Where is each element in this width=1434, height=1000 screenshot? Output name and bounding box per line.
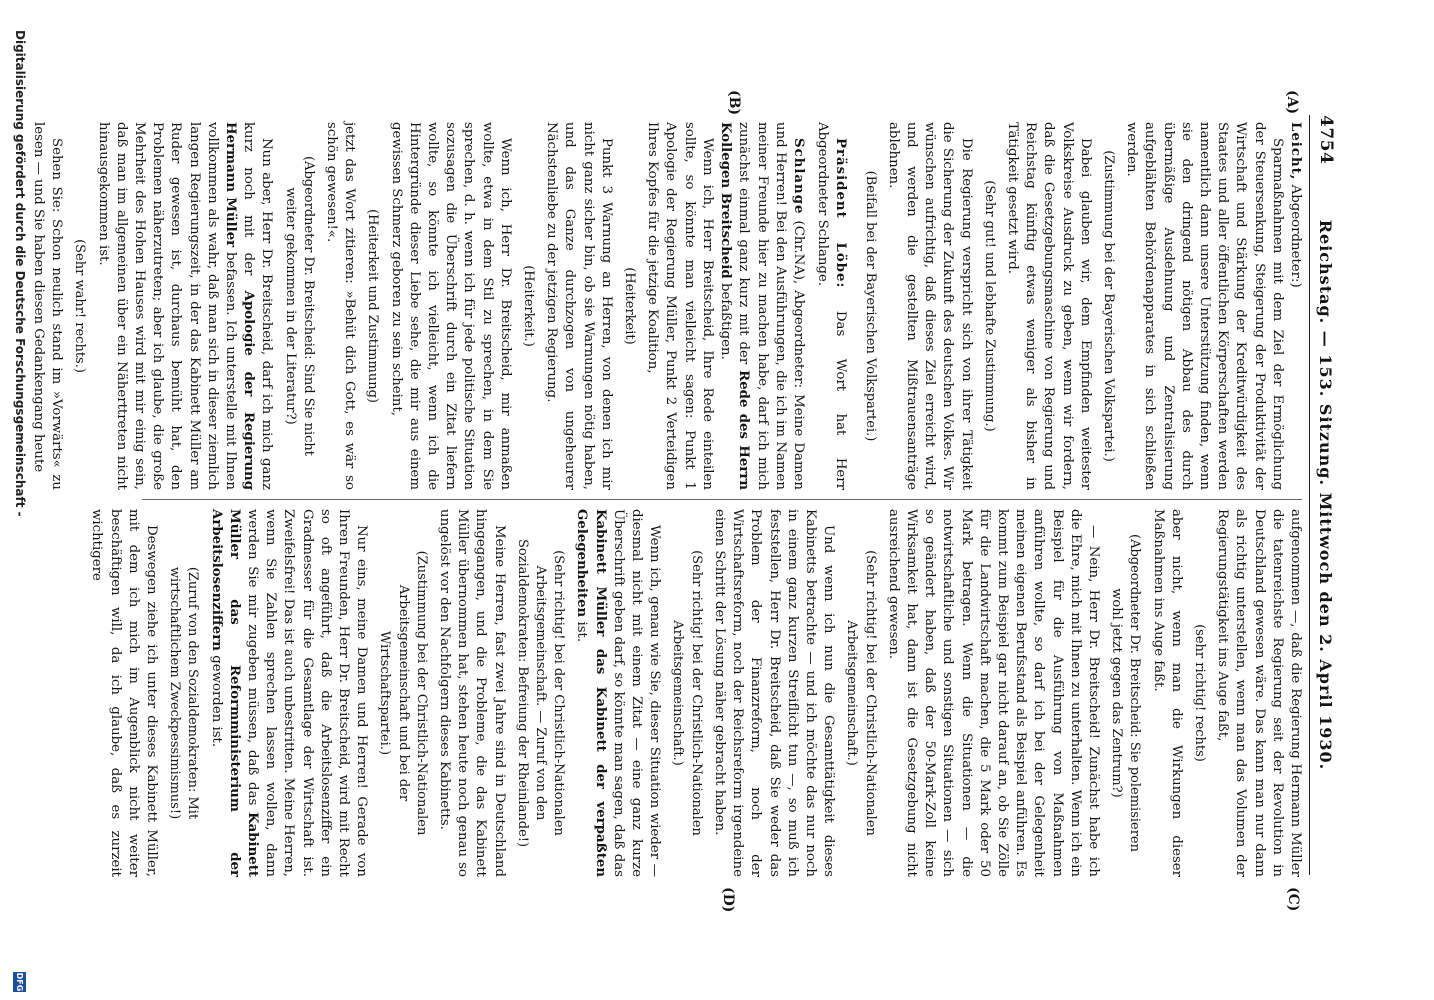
interjection: (Sehr gut! und lebhafte Zustimmung.)	[981, 180, 997, 432]
running-head: Reichstag. — 153. Sitzung. Mittwoch den 2. April 1930.	[1316, 219, 1335, 771]
emphasis: Rede des Herrn Kollegen Breitscheid	[718, 122, 752, 490]
header-rule	[1309, 115, 1310, 875]
right-column	[89, 509, 1304, 877]
emphasis: Kabinett Müller das Reformministerium der Arbeitslosenziffern	[208, 509, 261, 877]
paragraph: Dabei glauben wir, dem Empfinden weitester Volkskreise Ausdruck zu geben, wenn wir fordern, daß die Gesetzgebungsmaschine von Regierung und Reichstag künftig etwas weniger als bisher in Tätigkeit gesetzt wird.	[1004, 122, 1093, 490]
interjection: (Abgeordneter Dr. Breitscheid: Sind Sie nicht weiter gekommen in der Literatur?)	[282, 155, 316, 456]
interjection: (Sehr richtig! bei der Christlich-Nationalen Arbeitsgemeinschaft.)	[844, 550, 878, 836]
speaker-name: Schlange	[790, 138, 806, 215]
paragraph: Wenn ich, Herr Breitscheid, Ihre Rede einteilen sollte, so könnte man vielleicht sagen: Punkt 1 Apologie der Regierung Müller, Punkt 2 Verteidigen Ihres Kopfes für die jetzige Koalition,	[645, 122, 715, 490]
paragraph-text: Nun aber, Herr Dr. Breitscheid, darf ich mich ganz kurz noch mit der	[241, 122, 275, 490]
paragraph	[93, 122, 275, 490]
speaker-name: Präsident Löbe:	[833, 138, 849, 289]
paragraph: Meine Herren, fast zwei Jahre sind in Deutschland hingegangen, und die Probleme, die das Kabinett Müller übernommen hat, stehen heute noch genau so ungelöst vor den Nachfolgern dieses Kabinetts.	[437, 509, 507, 877]
paragraph	[206, 509, 370, 877]
interjection: (Heiterkeit und Zustimmung)	[365, 209, 381, 403]
paragraph: aber nicht, wenn man die Wirkungen dieser Maßnahmen ins Auge faßt.	[1150, 509, 1184, 877]
paragraph: Wenn ich, Herr Dr. Breitscheid, mir anmaßen wollte, etwa in dem Stil zu sprechen, in dem Sie sprechen, d. h. wenn ich für jede politische Situation sozusagen die Überschrift durch ein Zitat liefern wollte, so könnte ich vielleicht, wenn ich die Hintergründe dieser Liebe sehe, die mir aus einem gewissen Schmerz geboren zu sein scheint,	[388, 122, 513, 490]
interjection: (Sehr richtig! bei der Christlich-Nationalen Arbeitsgemeinschaft. — Zuruf von den Sozialdemokraten: Befreiung der Rheinlande!)	[514, 538, 567, 848]
spacer	[849, 122, 855, 490]
paragraph: Sehen Sie: Schon neulich stand im »Vorwärts« zu lesen — und Sie haben diesen Gedankengang heute	[31, 122, 65, 490]
interjection: (Sehr wahr! rechts.)	[72, 239, 88, 373]
interjection: (Zuruf von den Sozialdemokraten: Mit wirtschaftlichem Zweckpessimismus!)	[167, 566, 201, 820]
paragraph-text: Das Wort hat Herr Abgeordneter Schlange.	[815, 122, 849, 490]
paragraph-text: Nur eins, meine Damen und Herren! Gerade von Ihren Freunden, Herr Dr. Breitscheid, wird mit Recht so oft angeführt, daß die Arbeitslosenziffer ein Gradmesser für die Gesamtlage der Wirtschaft ist. Zweifelsfrei! Das ist auch unbestritten. Meine Herren, wenn Sie Zahlen sprechen lassen wollen, dann werden Sie mir zugeben müssen, daß das	[245, 509, 370, 877]
paragraph-text: (Chr.NA), Abgeordneter: Meine Damen und Herren! Bei den Ausführungen, die ich im Namen meiner Freunde hier zu machen habe, darf ich mich zunächst einmal ganz kurz mit der	[736, 122, 806, 490]
speaker-name: Leicht,	[1288, 122, 1303, 181]
paragraph-text: befassen. Ich unterstelle mit Ihnen vollkommen als wahr, daß man sich in dieser ziemlich langen Regierungszeit, in der das Kabinett Müller am Ruder gewesen ist, durchaus bemüht hat, den Problemen näherzutreten; aber ich glaube, die große Mehrheit des Hohen Hauses wird mit mir einig sein, daß man im allgemeinen über ein Näherttreten nicht hinausgekommen ist.	[95, 122, 239, 490]
paragraph-text: geworden ist.	[208, 655, 224, 748]
paragraph: jetzt das Wort zitieren: »Behüt dich Gott, es wär so schön gewesen!«.	[324, 122, 358, 490]
margin-mark-b: (B)	[726, 90, 742, 116]
margin-mark-d: (D)	[720, 887, 736, 913]
interjection: (Zustimmung bei der Bayerischen Volkspartei.)	[1100, 150, 1116, 462]
interjection: (Heiterkeit.)	[521, 265, 537, 347]
interjection: (Abgeordneter Dr. Breitscheid: Sie polemisieren wohl jetzt gegen das Zentrum?)	[1109, 534, 1143, 852]
paragraph: Und wenn ich nun die Gesamttätigkeit dieses Kabinetts betrachte — und ich möchte das nur noch in einem ganz kurzen Streiflicht tun —, so muß ich feststellen, Herr Dr. Breitscheid, daß Sie weder das Problem der Finanzreform, noch der Wirtschaftsreform, noch der Reichsreform irgendeine einen Schritt der Lösung näher gebracht haben.	[711, 509, 837, 877]
interjection: (Heiterkeit)	[622, 267, 638, 345]
paragraph: Sparmaßnahmen mit dem Ziel der Ermöglichung der Steuersenkung, Steigerung der Produktivität der Wirtschaft und Stärkung der Kreditwürdigkeit des Staates und aller öffentlichen Körperschaften werden namentlich dann unsere Unterstützung finden, wenn sie den dringend nötigen Abbau des durch übermäßige Ausdehnung und Zentralisierung aufgeblähten Behördenapparates in sich schließen werden.	[1124, 122, 1285, 490]
credit-text: Digitalisierung gefördert durch die Deutsche Forschungsgemeinschaft -	[13, 30, 27, 517]
interjection: (Zustimmung bei der Christlich-Nationalen Arbeitsgemeinschaft und bei der Wirtschaftspartei.)	[377, 550, 429, 836]
paragraph-text: ist.	[574, 621, 590, 643]
interjection: (Sehr richtig! bei der Christlich-Nationalen Arbeitsgemeinschaft.)	[670, 550, 704, 836]
paragraph	[813, 122, 849, 490]
dfg-logo-icon: DFG	[15, 972, 24, 992]
margin-mark-c: (C)	[1285, 887, 1301, 912]
paragraph: — Nein, Herr Dr. Breitscheid! Zunächst habe ich die Ehre, mich mit Ihnen zu unterhalten. Wenn ich ein Beispiel für die Ausführung von Maßnahmen anführen wollte, so darf ich bei der Gelegenheit meinen eigenen Berufsstand als Beispiel anführen. Es kommt zum Beispiel gar nicht darauf an, ob Sie Zölle für die Landwirtschaft machen, die 5 Mark oder 50 Mark betragen. Wenn die Situationen — die notwirtschaftliche und sonstigen Situationen — sich so geändert haben, daß der 50-Mark-Zoll keine Wirksamkeit hat, dann ist die Gesetzgebung nicht ausreichend gewesen.	[885, 509, 1101, 877]
paragraph: Die Regierung verspricht sich von ihrer Tätigkeit die Sicherung der Zukunft des deutschen Volkes. Wir wünschen aufrichtig, daß dieses Ziel erreicht wird, und werden die gestellten Mißtrauensanträge ablehnen.	[885, 122, 974, 490]
paragraph	[716, 122, 807, 490]
paragraph: Punkt 3 Warnung an Herren, von denen ich mir nicht ganz sicher bin, ob sie Warnungen nötig haben, und das Ganze durchzogen von ungeheurer Nächstenliebe zu der jetzigen Regierung.	[544, 122, 614, 490]
left-column	[31, 122, 1304, 490]
paragraph	[1286, 122, 1304, 490]
interjection: (sehr richtig! rechts)	[1191, 624, 1207, 762]
paragraph-text: befaßtigen.	[718, 282, 734, 360]
paragraph: Deswegen ziehe ich unter dieses Kabinett Müller, mit dem ich mich im Augenblick nicht weiter beschäftigen will, da ich glaube, daß es zurzeit wichtigere	[89, 509, 160, 877]
interjection: (Beifall bei der Bayerischen Volkspartei.)	[862, 170, 878, 442]
paragraph	[572, 509, 663, 877]
emphasis: Kabinett Müller das Kabinett der verpaßten Gelegenheiten	[574, 509, 608, 877]
page-header	[1310, 115, 1336, 875]
margin-mark-a: (A)	[1284, 90, 1300, 115]
emphasis: Apologie der Regierung Hermann Müller	[223, 122, 257, 490]
paragraph-text: Wenn ich, genau wie Sie, dieser Situation wieder — diesmal nicht mit einem Zitat — eine ganz kurze Überschrift geben darf, so könnte man sagen, daß das	[610, 509, 663, 877]
paragraph: aufgenommen —, daß die Regierung Hermann Müller die tatenreichste Regierung seit der Revolution in Deutschland gewesen wäre. Das kann man nur dann als richtig unterstellen, wenn man das Volumen der Regierungstätigkeit ins Auge faßt,	[1215, 509, 1303, 877]
column-divider	[142, 499, 1302, 500]
digitization-credit	[8, 0, 30, 1000]
speaker-role: Abgeordneter:)	[1288, 184, 1303, 288]
page-number: 4754	[1316, 115, 1336, 165]
